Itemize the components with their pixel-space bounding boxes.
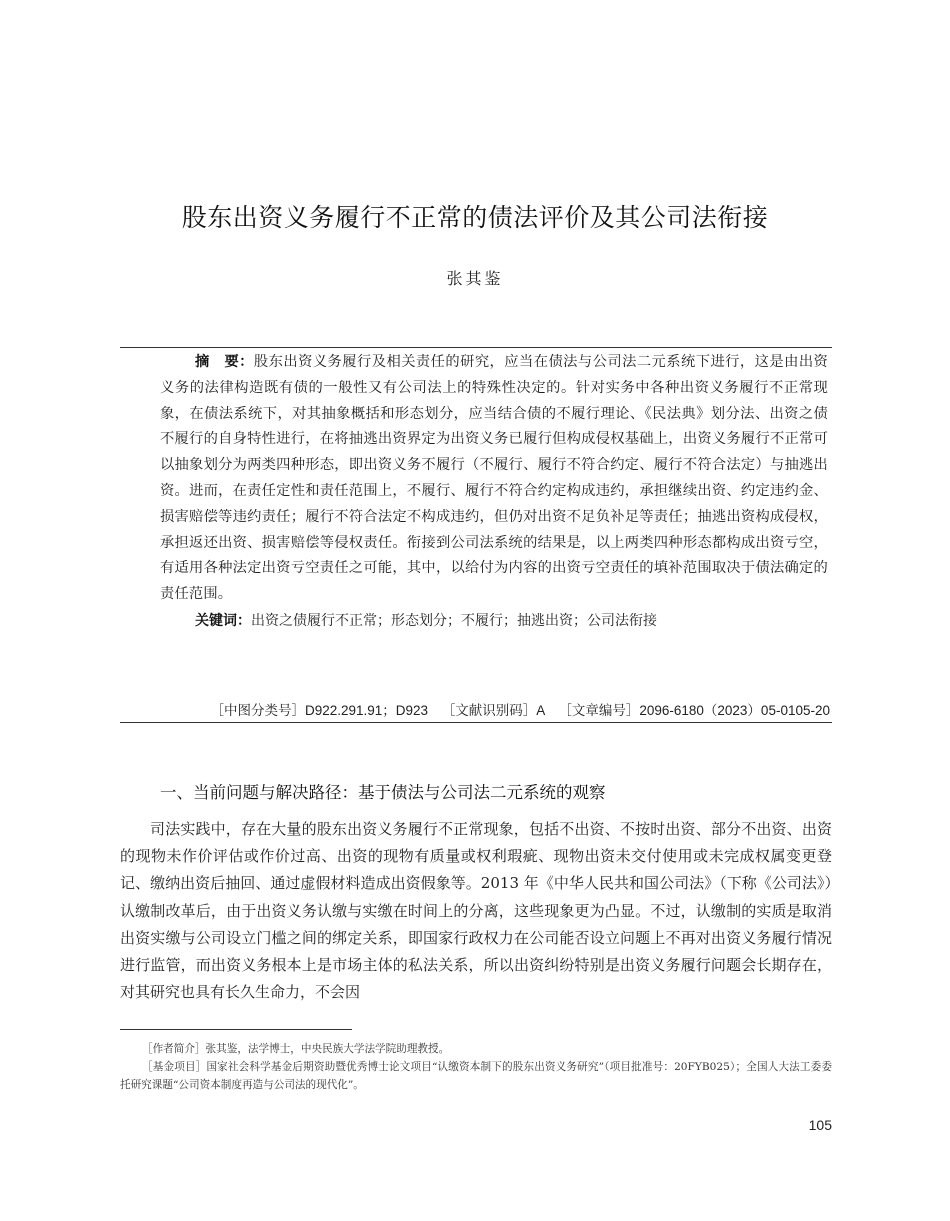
footnote-author-intro: ［作者简介］张其鉴，法学博士，中央民族大学法学院助理教授。 bbox=[142, 1043, 450, 1055]
article-number: ［文章编号］2096-6180（2023）05-0105-20 bbox=[558, 703, 830, 718]
footnotes bbox=[120, 1040, 832, 1094]
keywords-text: 出资之债履行不正常；形态划分；不履行；抽逃出资；公司法衔接 bbox=[251, 612, 657, 629]
page-number: 105 bbox=[808, 1117, 832, 1133]
clc-number: ［中图分类号］D922.291.91；D923 bbox=[210, 703, 429, 718]
classification-line bbox=[200, 699, 830, 719]
abstract-block bbox=[160, 350, 828, 634]
keywords-label: 关键词： bbox=[195, 612, 251, 629]
footnote-rule bbox=[120, 1029, 352, 1030]
keywords-line bbox=[160, 608, 828, 634]
footnote-fund: ［基金项目］国家社会科学基金后期资助暨优秀博士论文项目“认缴资本制下的股东出资义务研究”（项目批准号：20FYB025）；全国人大法工委委托研究课题“公司资本制度再造与公司法的现代化”。 bbox=[120, 1061, 832, 1091]
article-author: 张其鉴 bbox=[446, 269, 504, 288]
body-paragraph: 司法实践中，存在大量的股东出资义务履行不正常现象，包括不出资、不按时出资、部分不出资、出资的现物未作价评估或作价过高、出资的现物有质量或权利瑕疵、现物出资未交付使用或未完成权属变更登记、缴纳出资后抽回、通过虚假材料造成出资假象等。2013 年《中华人民共和国公司法》（下称《公司法》）认缴制改革后，由于出资义务认缴与实缴在时间上的分离，这些现象更为凸显。不过，认缴制的实质是取消出资实缴与公司设立门槛之间的绑定关系，即国家行政权力在公司能否设立问题上不再对出资义务履行情况进行监管，而出资义务根本上是市场主体的私法关系，所以出资纠纷特别是出资义务履行问题会长期存在，对其研究也具有长久生命力，不会因 bbox=[120, 820, 832, 1002]
abstract-bottom-rule bbox=[120, 722, 832, 723]
section-heading: 一、当前问题与解决路径：基于债法与公司法二元系统的观察 bbox=[160, 783, 606, 802]
abstract-top-rule bbox=[120, 347, 832, 348]
document-code: ［文献识别码］A bbox=[441, 703, 545, 718]
abstract-text: 股东出资义务履行及相关责任的研究，应当在债法与公司法二元系统下进行，这是由出资义务的法律构造既有债的一般性又有公司法上的特殊性决定的。针对实务中各种出资义务履行不正常现象，在债法系统下，对其抽象概括和形态划分，应当结合债的不履行理论、《民法典》划分法、出资之债不履行的自身特性进行，在将抽逃出资界定为出资义务已履行但构成侵权基础上，出资义务履行不正常可以抽象划分为两类四种形态，即出资义务不履行（不履行、履行不符合约定、履行不符合法定）与抽逃出资。进而，在责任定性和责任范围上，不履行、履行不符合约定构成违约，承担继续出资、约定违约金、损害赔偿等违约责任；履行不符合法定不构成违约，但仍对出资不足负补足等责任；抽逃出资构成侵权，承担返还出资、损害赔偿等侵权责任。衔接到公司法系统的结果是，以上两类四种形态都构成出资亏空，有适用各种法定出资亏空责任之可能，其中，以给付为内容的出资亏空责任的填补范围取决于债法确定的责任范围。 bbox=[160, 354, 828, 603]
article-title: 股东出资义务履行不正常的债法评价及其公司法衔接 bbox=[181, 203, 769, 232]
abstract-paragraph bbox=[160, 350, 828, 608]
abstract-label: 摘 要： bbox=[195, 354, 254, 370]
